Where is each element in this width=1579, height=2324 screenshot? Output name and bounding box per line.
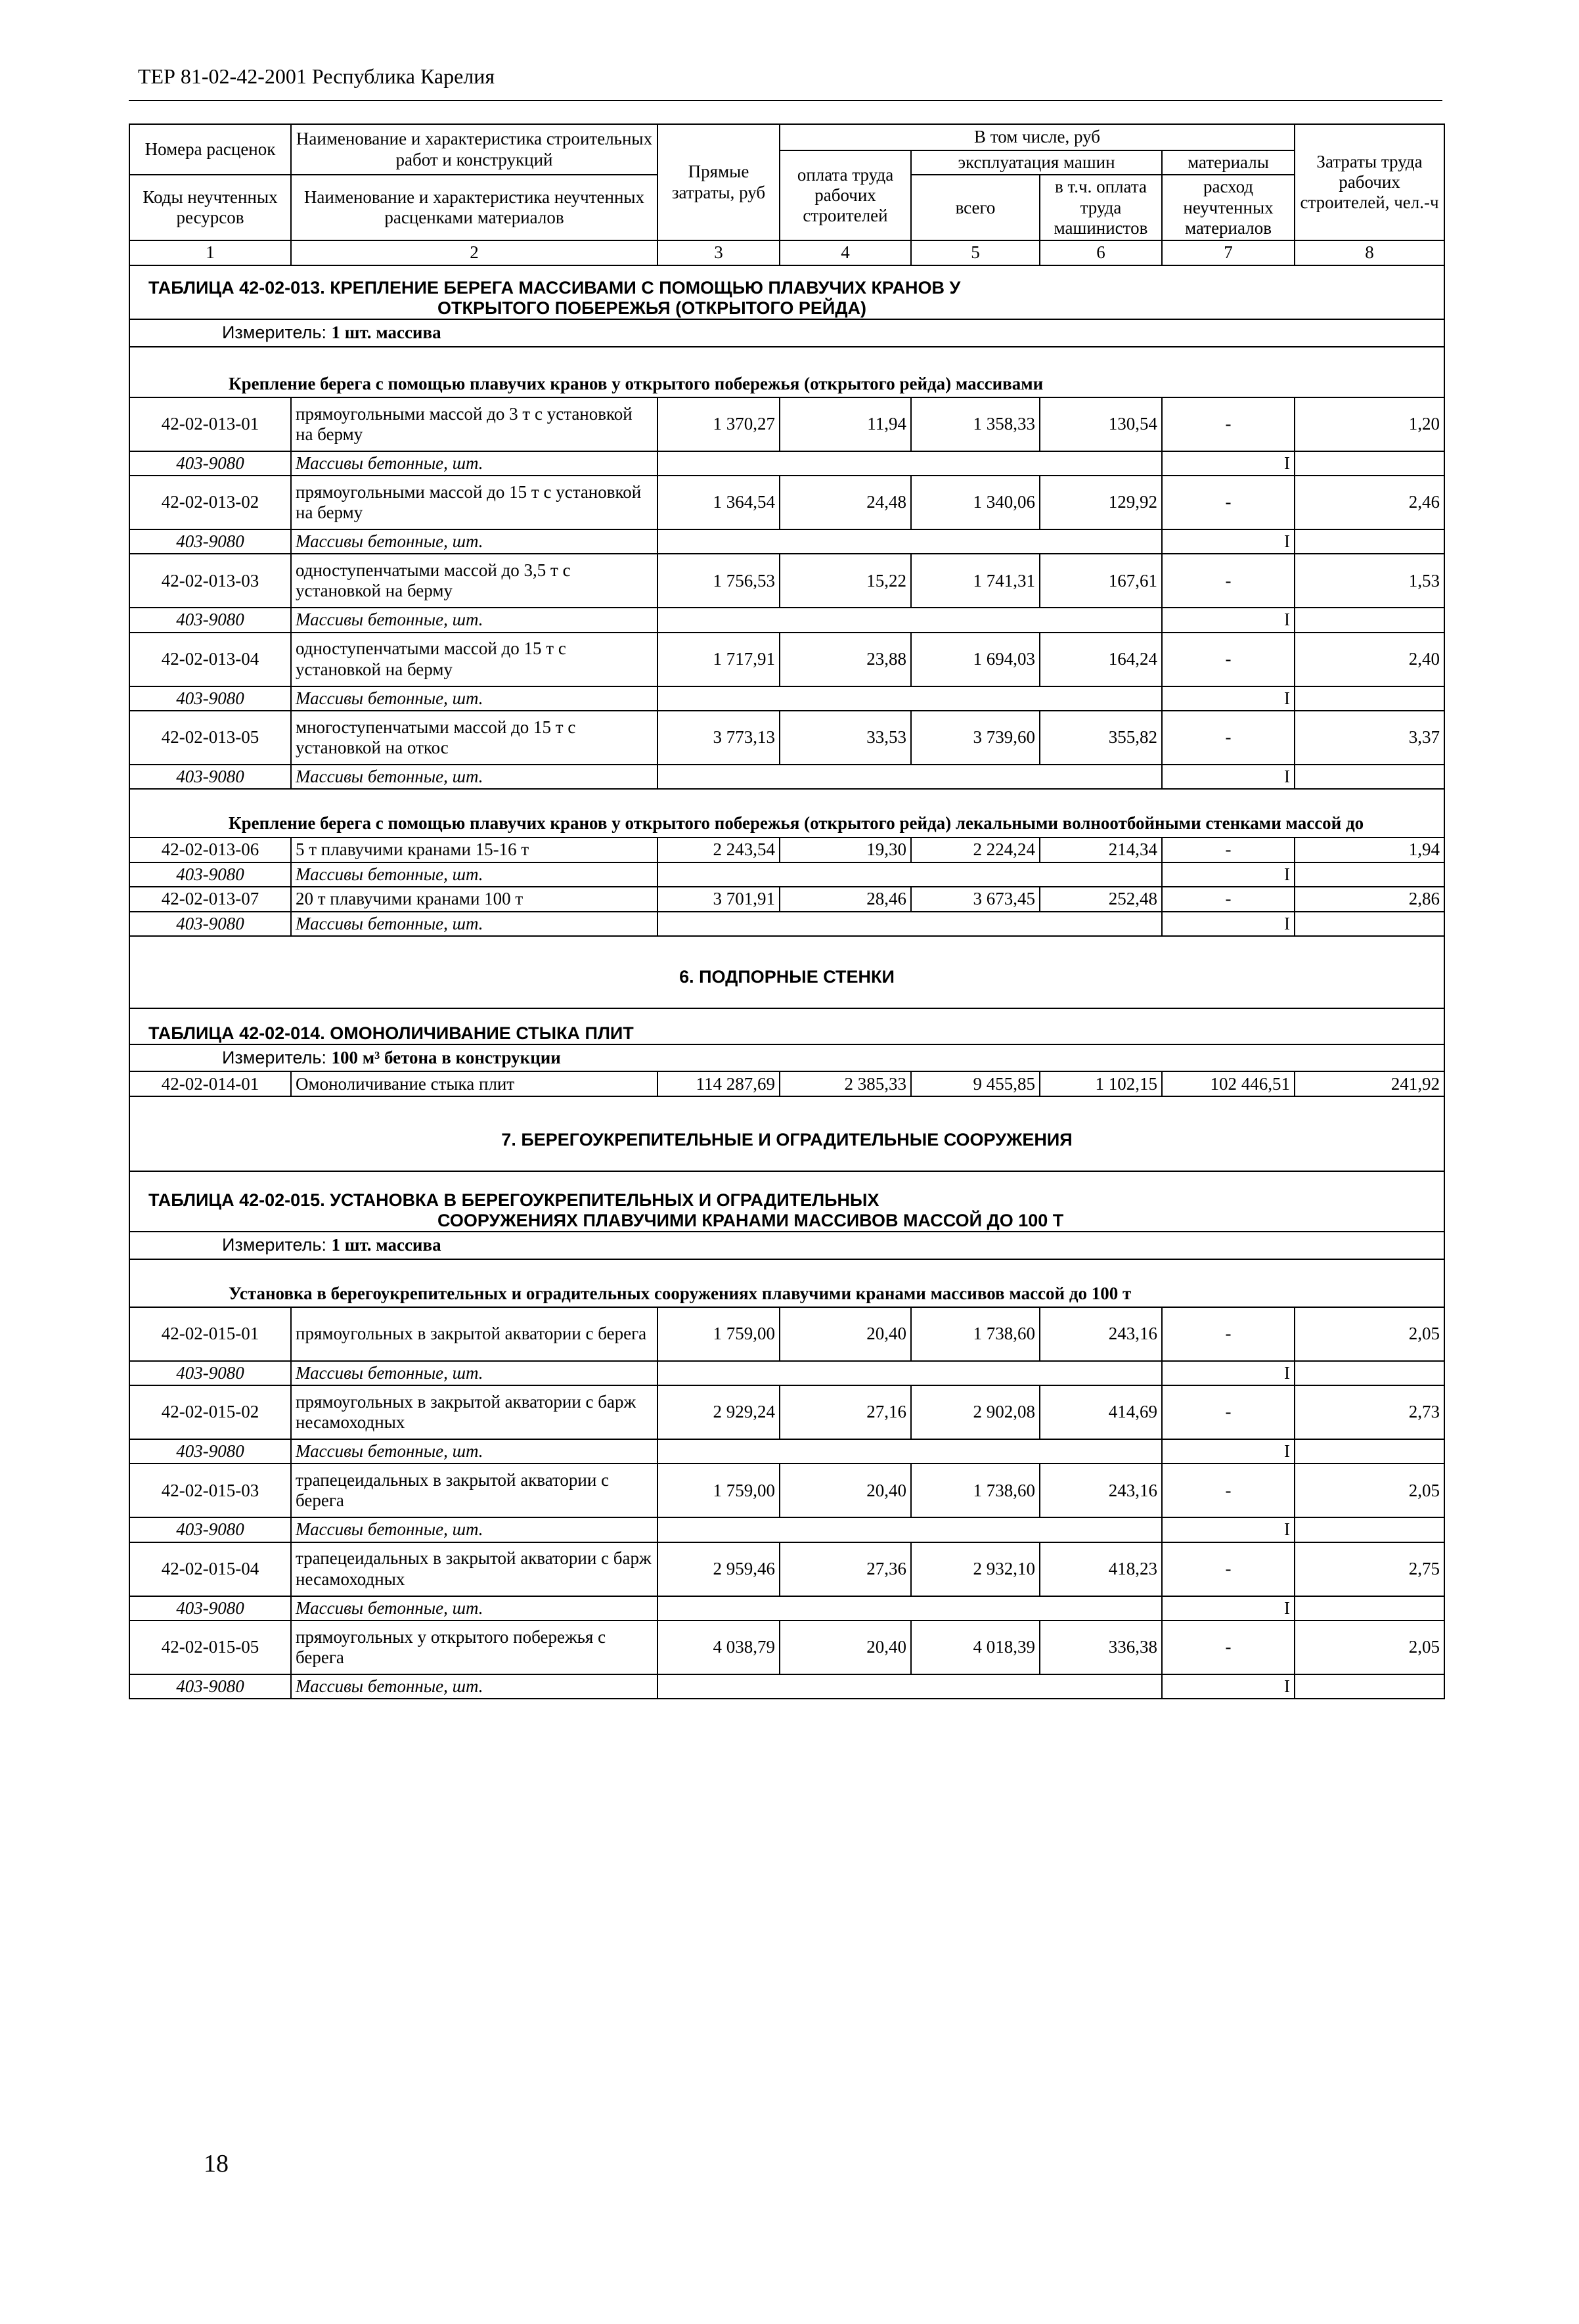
resource-row bbox=[129, 765, 1444, 789]
row-code: 42-02-013-06 bbox=[129, 838, 291, 862]
row-materials: - bbox=[1162, 1464, 1295, 1517]
table-title-013 bbox=[129, 265, 1444, 320]
resource-code: 403-9080 bbox=[129, 765, 291, 789]
empty-cell bbox=[1295, 1674, 1444, 1699]
row-mach: 1 741,31 bbox=[911, 554, 1040, 608]
row-operators: 243,16 bbox=[1040, 1307, 1162, 1361]
row-materials: - bbox=[1162, 633, 1295, 686]
col-num-7: 7 bbox=[1162, 240, 1295, 265]
row-code: 42-02-013-07 bbox=[129, 887, 291, 912]
row-materials: - bbox=[1162, 397, 1295, 451]
row-hours: 2,46 bbox=[1295, 476, 1444, 529]
measure-label: Измеритель: bbox=[222, 323, 326, 343]
row-name: Омоноличивание стыка плит bbox=[291, 1071, 657, 1096]
empty-cell bbox=[1295, 686, 1444, 711]
row-labor: 27,16 bbox=[780, 1385, 911, 1439]
row-code: 42-02-013-01 bbox=[129, 397, 291, 451]
row-operators: 214,34 bbox=[1040, 838, 1162, 862]
resource-name: Массивы бетонные, шт. bbox=[291, 686, 657, 711]
row-hours: 2,05 bbox=[1295, 1620, 1444, 1674]
row-labor: 28,46 bbox=[780, 887, 911, 912]
row-operators: 1 102,15 bbox=[1040, 1071, 1162, 1096]
resource-name: Массивы бетонные, шт. bbox=[291, 451, 657, 476]
row-code: 42-02-013-02 bbox=[129, 476, 291, 529]
section-title-6: 6. ПОДПОРНЫЕ СТЕНКИ bbox=[129, 936, 1444, 1008]
row-operators: 252,48 bbox=[1040, 887, 1162, 912]
col-header-direct: Прямые затраты, руб bbox=[657, 124, 780, 240]
row-direct: 4 038,79 bbox=[657, 1620, 780, 1674]
row-hours: 2,40 bbox=[1295, 633, 1444, 686]
resource-name: Массивы бетонные, шт. bbox=[291, 529, 657, 554]
row-operators: 130,54 bbox=[1040, 397, 1162, 451]
row-labor: 11,94 bbox=[780, 397, 911, 451]
row-labor: 24,48 bbox=[780, 476, 911, 529]
row-direct: 114 287,69 bbox=[657, 1071, 780, 1096]
section-title-7: 7. БЕРЕГОУКРЕПИТЕЛЬНЫЕ И ОГРАДИТЕЛЬНЫЕ СООРУЖЕНИЯ bbox=[129, 1096, 1444, 1171]
col-header-labor: оплата труда рабочих строителей bbox=[780, 150, 911, 240]
resource-row bbox=[129, 1361, 1444, 1385]
col-num-3: 3 bbox=[657, 240, 780, 265]
empty-cell bbox=[657, 451, 1162, 476]
col-header-number: Номера расценок bbox=[129, 124, 291, 175]
row-materials: - bbox=[1162, 1307, 1295, 1361]
col-header-materials: материалы bbox=[1162, 150, 1295, 175]
row-materials: - bbox=[1162, 1620, 1295, 1674]
resource-code: 403-9080 bbox=[129, 1361, 291, 1385]
row-code: 42-02-015-02 bbox=[129, 1385, 291, 1439]
row-direct: 1 364,54 bbox=[657, 476, 780, 529]
row-labor: 27,36 bbox=[780, 1542, 911, 1596]
table-row bbox=[129, 397, 1444, 451]
row-hours: 2,75 bbox=[1295, 1542, 1444, 1596]
resource-row bbox=[129, 451, 1444, 476]
row-mach: 1 738,60 bbox=[911, 1464, 1040, 1517]
row-materials: - bbox=[1162, 838, 1295, 862]
row-hours: 1,94 bbox=[1295, 838, 1444, 862]
row-materials: - bbox=[1162, 711, 1295, 765]
header-rule bbox=[129, 100, 1442, 101]
table-row bbox=[129, 711, 1444, 765]
row-direct: 1 759,00 bbox=[657, 1464, 780, 1517]
row-name: прямоугольными массой до 3 т с установкой на берму bbox=[291, 397, 657, 451]
table-title-015 bbox=[129, 1171, 1444, 1232]
row-direct: 3 773,13 bbox=[657, 711, 780, 765]
resource-qty: I bbox=[1162, 1596, 1295, 1620]
row-mach: 3 673,45 bbox=[911, 887, 1040, 912]
row-hours: 241,92 bbox=[1295, 1071, 1444, 1096]
row-hours: 2,05 bbox=[1295, 1464, 1444, 1517]
row-materials: - bbox=[1162, 476, 1295, 529]
resource-row bbox=[129, 912, 1444, 936]
empty-cell bbox=[657, 765, 1162, 789]
row-operators: 164,24 bbox=[1040, 633, 1162, 686]
resource-row bbox=[129, 1674, 1444, 1699]
row-name: 5 т плавучими кранами 15-16 т bbox=[291, 838, 657, 862]
page-header: ТЕР 81-02-42-2001 Республика Карелия bbox=[138, 64, 495, 88]
group-title: Крепление берега с помощью плавучих кранов у открытого побережья (открытого рейда) лекальными волноотбойными стенками массой до bbox=[129, 789, 1444, 837]
empty-cell bbox=[657, 608, 1162, 632]
empty-cell bbox=[1295, 608, 1444, 632]
row-labor: 2 385,33 bbox=[780, 1071, 911, 1096]
table-row bbox=[129, 633, 1444, 686]
table-row bbox=[129, 476, 1444, 529]
empty-cell bbox=[1295, 1361, 1444, 1385]
row-direct: 3 701,91 bbox=[657, 887, 780, 912]
col-header-hours: Затраты труда рабочих строителей, чел.-ч bbox=[1295, 124, 1444, 240]
resource-name: Массивы бетонные, шт. bbox=[291, 1517, 657, 1542]
title-line: ТАБЛИЦА 42-02-013. КРЕПЛЕНИЕ БЕРЕГА МАССИВАМИ С ПОМОЩЬЮ ПЛАВУЧИХ КРАНОВ У bbox=[148, 277, 961, 298]
table-row bbox=[129, 1071, 1444, 1096]
measure-label: Измеритель: bbox=[222, 1047, 326, 1067]
resource-row bbox=[129, 608, 1444, 632]
row-mach: 1 340,06 bbox=[911, 476, 1040, 529]
row-mach: 4 018,39 bbox=[911, 1620, 1040, 1674]
resource-code: 403-9080 bbox=[129, 1596, 291, 1620]
rows-015 bbox=[129, 1307, 1444, 1699]
table-row bbox=[129, 1620, 1444, 1674]
row-operators: 355,82 bbox=[1040, 711, 1162, 765]
resource-name: Массивы бетонные, шт. bbox=[291, 862, 657, 887]
empty-cell bbox=[657, 1674, 1162, 1699]
row-hours: 3,37 bbox=[1295, 711, 1444, 765]
empty-cell bbox=[1295, 1439, 1444, 1464]
empty-cell bbox=[657, 912, 1162, 936]
table-row bbox=[129, 1542, 1444, 1596]
resource-qty: I bbox=[1162, 608, 1295, 632]
col-header-material-name: Наименование и характеристика неучтенных расценками материалов bbox=[291, 175, 657, 240]
row-labor: 19,30 bbox=[780, 838, 911, 862]
row-code: 42-02-013-03 bbox=[129, 554, 291, 608]
measure-label: Измеритель: bbox=[222, 1235, 326, 1255]
group-title: Установка в берегоукрепительных и оградительных сооружениях плавучими кранами массивов массой до 100 т bbox=[129, 1259, 1444, 1307]
resource-name: Массивы бетонные, шт. bbox=[291, 1596, 657, 1620]
row-name: многоступенчатыми массой до 15 т с установкой на откос bbox=[291, 711, 657, 765]
title-line: ТАБЛИЦА 42-02-015. УСТАНОВКА В БЕРЕГОУКРЕПИТЕЛЬНЫХ И ОГРАДИТЕЛЬНЫХ bbox=[148, 1190, 879, 1210]
empty-cell bbox=[657, 686, 1162, 711]
table-row bbox=[129, 838, 1444, 862]
resource-qty: I bbox=[1162, 529, 1295, 554]
row-hours: 2,86 bbox=[1295, 887, 1444, 912]
resource-row bbox=[129, 1439, 1444, 1464]
resource-name: Массивы бетонные, шт. bbox=[291, 608, 657, 632]
table-row bbox=[129, 1307, 1444, 1361]
table-title-014: ТАБЛИЦА 42-02-014. ОМОНОЛИЧИВАНИЕ СТЫКА ПЛИТ bbox=[129, 1008, 1444, 1044]
col-header-operators: в т.ч. оплата труда машинистов bbox=[1040, 175, 1162, 240]
empty-cell bbox=[1295, 451, 1444, 476]
row-materials: - bbox=[1162, 887, 1295, 912]
table-row bbox=[129, 554, 1444, 608]
row-code: 42-02-015-01 bbox=[129, 1307, 291, 1361]
row-name: трапецеидальных в закрытой акватории с берега bbox=[291, 1464, 657, 1517]
resource-name: Массивы бетонные, шт. bbox=[291, 1361, 657, 1385]
row-mach: 2 902,08 bbox=[911, 1385, 1040, 1439]
title-line: ОТКРЫТОГО ПОБЕРЕЖЬЯ (ОТКРЫТОГО РЕЙДА) bbox=[437, 298, 867, 318]
resource-code: 403-9080 bbox=[129, 686, 291, 711]
resource-name: Массивы бетонные, шт. bbox=[291, 1674, 657, 1699]
col-header-work-name: Наименование и характеристика строительных работ и конструкций bbox=[291, 124, 657, 175]
table-row bbox=[129, 1464, 1444, 1517]
row-operators: 243,16 bbox=[1040, 1464, 1162, 1517]
empty-cell bbox=[657, 1361, 1162, 1385]
row-materials: 102 446,51 bbox=[1162, 1071, 1295, 1096]
row-hours: 1,20 bbox=[1295, 397, 1444, 451]
col-num-6: 6 bbox=[1040, 240, 1162, 265]
table-row bbox=[129, 1385, 1444, 1439]
row-labor: 20,40 bbox=[780, 1307, 911, 1361]
row-mach: 1 358,33 bbox=[911, 397, 1040, 451]
resource-code: 403-9080 bbox=[129, 912, 291, 936]
empty-cell bbox=[1295, 1517, 1444, 1542]
row-direct: 2 243,54 bbox=[657, 838, 780, 862]
measure-value: 100 м³ бетона в конструкции bbox=[331, 1047, 561, 1067]
empty-cell bbox=[1295, 529, 1444, 554]
resource-row bbox=[129, 686, 1444, 711]
col-num-5: 5 bbox=[911, 240, 1040, 265]
row-operators: 418,23 bbox=[1040, 1542, 1162, 1596]
resource-name: Массивы бетонные, шт. bbox=[291, 912, 657, 936]
row-code: 42-02-013-04 bbox=[129, 633, 291, 686]
resource-row bbox=[129, 862, 1444, 887]
row-materials: - bbox=[1162, 554, 1295, 608]
title-line: СООРУЖЕНИЯХ ПЛАВУЧИМИ КРАНАМИ МАССИВОВ МАССОЙ ДО 100 Т bbox=[437, 1210, 1064, 1230]
row-operators: 167,61 bbox=[1040, 554, 1162, 608]
row-direct: 1 756,53 bbox=[657, 554, 780, 608]
row-labor: 23,88 bbox=[780, 633, 911, 686]
resource-code: 403-9080 bbox=[129, 862, 291, 887]
resource-code: 403-9080 bbox=[129, 1439, 291, 1464]
resource-row bbox=[129, 1596, 1444, 1620]
rows-013b bbox=[129, 838, 1444, 937]
page-number: 18 bbox=[204, 2150, 229, 2178]
resource-qty: I bbox=[1162, 1361, 1295, 1385]
row-labor: 15,22 bbox=[780, 554, 911, 608]
row-name: прямоугольных в закрытой акватории с берега bbox=[291, 1307, 657, 1361]
row-name: прямоугольными массой до 15 т с установкой на берму bbox=[291, 476, 657, 529]
col-header-machines: эксплуатация машин bbox=[911, 150, 1162, 175]
row-direct: 1 717,91 bbox=[657, 633, 780, 686]
row-mach: 9 455,85 bbox=[911, 1071, 1040, 1096]
row-mach: 2 932,10 bbox=[911, 1542, 1040, 1596]
resource-code: 403-9080 bbox=[129, 608, 291, 632]
resource-code: 403-9080 bbox=[129, 1674, 291, 1699]
empty-cell bbox=[657, 1439, 1162, 1464]
row-name: трапецеидальных в закрытой акватории с барж несамоходных bbox=[291, 1542, 657, 1596]
row-operators: 336,38 bbox=[1040, 1620, 1162, 1674]
measure-014 bbox=[129, 1044, 1444, 1071]
row-labor: 33,53 bbox=[780, 711, 911, 765]
row-name: 20 т плавучими кранами 100 т bbox=[291, 887, 657, 912]
empty-cell bbox=[657, 862, 1162, 887]
row-direct: 2 959,46 bbox=[657, 1542, 780, 1596]
rows-013a bbox=[129, 397, 1444, 790]
measure-value: 1 шт. массива bbox=[331, 1235, 441, 1255]
col-num-8: 8 bbox=[1295, 240, 1444, 265]
row-code: 42-02-015-03 bbox=[129, 1464, 291, 1517]
empty-cell bbox=[1295, 765, 1444, 789]
resource-row bbox=[129, 529, 1444, 554]
empty-cell bbox=[1295, 862, 1444, 887]
col-num-1: 1 bbox=[129, 240, 291, 265]
row-operators: 414,69 bbox=[1040, 1385, 1162, 1439]
row-name: одноступенчатыми массой до 15 т с установкой на берму bbox=[291, 633, 657, 686]
empty-cell bbox=[657, 1596, 1162, 1620]
row-hours: 2,73 bbox=[1295, 1385, 1444, 1439]
resource-name: Массивы бетонные, шт. bbox=[291, 765, 657, 789]
group-title: Крепление берега с помощью плавучих кранов у открытого побережья (открытого рейда) массивами bbox=[129, 347, 1444, 397]
row-labor: 20,40 bbox=[780, 1620, 911, 1674]
measure-value: 1 шт. массива bbox=[331, 323, 441, 343]
resource-qty: I bbox=[1162, 1674, 1295, 1699]
row-hours: 2,05 bbox=[1295, 1307, 1444, 1361]
table-row bbox=[129, 887, 1444, 912]
col-header-mach-total: всего bbox=[911, 175, 1040, 240]
measure-015 bbox=[129, 1232, 1444, 1259]
row-direct: 1 759,00 bbox=[657, 1307, 780, 1361]
row-hours: 1,53 bbox=[1295, 554, 1444, 608]
empty-cell bbox=[1295, 912, 1444, 936]
row-code: 42-02-014-01 bbox=[129, 1071, 291, 1096]
col-num-4: 4 bbox=[780, 240, 911, 265]
row-materials: - bbox=[1162, 1385, 1295, 1439]
empty-cell bbox=[657, 529, 1162, 554]
resource-name: Массивы бетонные, шт. bbox=[291, 1439, 657, 1464]
resource-code: 403-9080 bbox=[129, 1517, 291, 1542]
row-mach: 1 694,03 bbox=[911, 633, 1040, 686]
col-num-2: 2 bbox=[291, 240, 657, 265]
resource-qty: I bbox=[1162, 1517, 1295, 1542]
col-header-incl: В том числе, руб bbox=[780, 124, 1295, 150]
resource-qty: I bbox=[1162, 862, 1295, 887]
row-code: 42-02-013-05 bbox=[129, 711, 291, 765]
resource-qty: I bbox=[1162, 912, 1295, 936]
measure-013 bbox=[129, 319, 1444, 346]
row-direct: 1 370,27 bbox=[657, 397, 780, 451]
empty-cell bbox=[657, 1517, 1162, 1542]
row-mach: 3 739,60 bbox=[911, 711, 1040, 765]
row-labor: 20,40 bbox=[780, 1464, 911, 1517]
row-mach: 1 738,60 bbox=[911, 1307, 1040, 1361]
row-direct: 2 929,24 bbox=[657, 1385, 780, 1439]
resource-qty: I bbox=[1162, 451, 1295, 476]
row-mach: 2 224,24 bbox=[911, 838, 1040, 862]
resource-qty: I bbox=[1162, 686, 1295, 711]
row-materials: - bbox=[1162, 1542, 1295, 1596]
row-name: одноступенчатыми массой до 3,5 т с установкой на берму bbox=[291, 554, 657, 608]
row-code: 42-02-015-04 bbox=[129, 1542, 291, 1596]
resource-qty: I bbox=[1162, 765, 1295, 789]
row-name: прямоугольных в закрытой акватории с барж несамоходных bbox=[291, 1385, 657, 1439]
row-name: прямоугольных у открытого побережья с берега bbox=[291, 1620, 657, 1674]
resource-code: 403-9080 bbox=[129, 529, 291, 554]
col-header-resource-code: Коды неучтенных ресурсов bbox=[129, 175, 291, 240]
col-header-material-use: расход неучтенных материалов bbox=[1162, 175, 1295, 240]
resource-code: 403-9080 bbox=[129, 451, 291, 476]
resource-row bbox=[129, 1517, 1444, 1542]
empty-cell bbox=[1295, 1596, 1444, 1620]
price-table bbox=[129, 123, 1445, 1699]
row-code: 42-02-015-05 bbox=[129, 1620, 291, 1674]
resource-qty: I bbox=[1162, 1439, 1295, 1464]
row-operators: 129,92 bbox=[1040, 476, 1162, 529]
